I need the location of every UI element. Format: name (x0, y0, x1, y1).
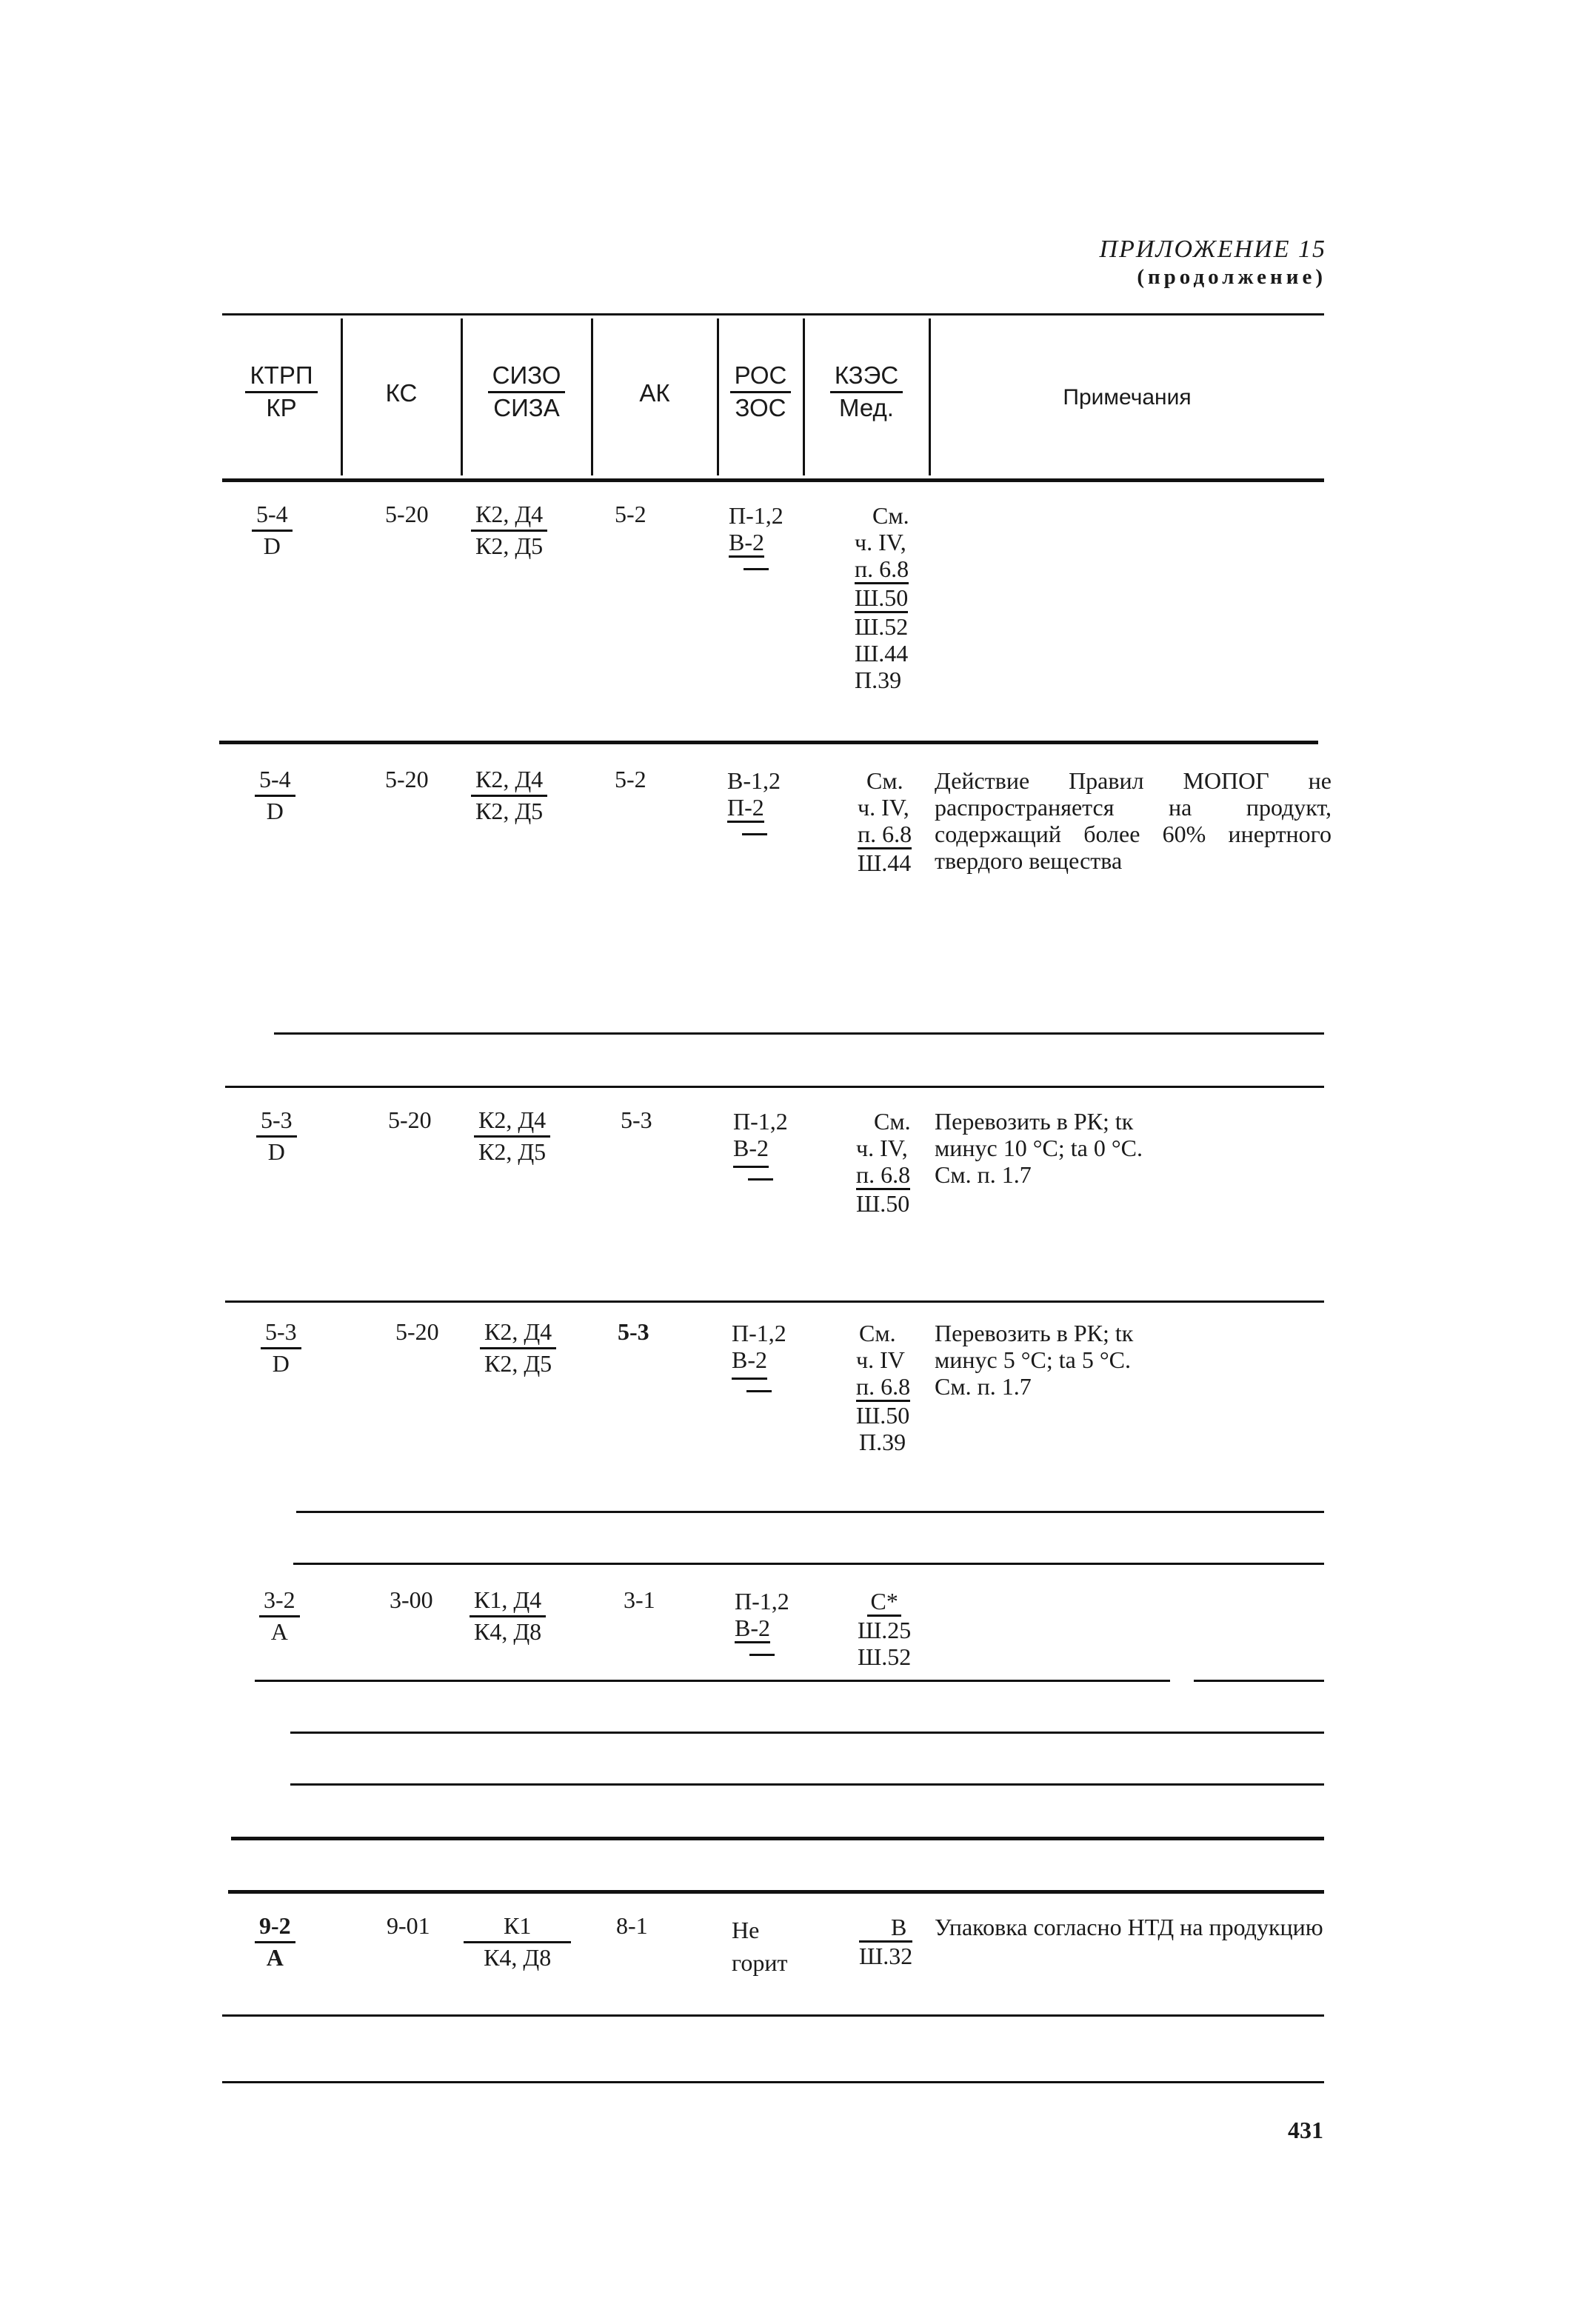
row-0-bottom-rule (219, 741, 1318, 744)
header-kzes: КЗЭС (830, 363, 903, 393)
row-5-sizo-siza: $\frac{К1}{К4, Д8}$ (464, 1912, 571, 1970)
row-4-top-rule (293, 1563, 1324, 1565)
row-3-ktrp-kr: $\frac{5-3}{D}$ (261, 1318, 301, 1376)
row-2-sizo-siza: $\frac{К2, Д4}{К2, Д5}$ (474, 1106, 550, 1164)
row-1-ks: 5-20 (385, 766, 429, 792)
row-4-extra-rule-2 (290, 1783, 1324, 1786)
row-3-kzes: См. ч. IV п. 6.8 Ш.50 П.39 (856, 1320, 911, 1455)
header-ros-zos (718, 361, 803, 421)
row-2-ktrp-kr: $\frac{5-3}{D}$ (256, 1106, 297, 1164)
row-2-bottom-rule (225, 1300, 1324, 1303)
row-0-dash (744, 568, 769, 570)
row-4-ak: 3-1 (624, 1586, 655, 1613)
row-4-bottom-rule (255, 1680, 1170, 1682)
header-sizo: СИЗО (488, 363, 566, 393)
row-5-note: Упаковка согласно НТД на продукцию (935, 1914, 1323, 1940)
row-5-ktrp-kr: $\frac{9-2}{A}$ (255, 1912, 295, 1970)
table-final-rule (222, 2081, 1324, 2083)
row-2-ks: 5-20 (388, 1106, 432, 1133)
header-siza: СИЗА (493, 393, 560, 421)
row-0-ros-zos: П-1,2 В-2 (729, 502, 784, 570)
row-1-ak: 5-2 (615, 766, 647, 792)
appendix-title: ПРИЛОЖЕНИЕ 15 (1099, 236, 1326, 263)
row-5-bottom-rule (222, 2014, 1324, 2017)
row-5-ks: 9-01 (387, 1912, 430, 1939)
header-zos: ЗОС (735, 393, 786, 421)
header-ktrp: КТРП (245, 363, 317, 393)
header-bottom-rule (222, 478, 1324, 482)
header-med: Мед. (839, 393, 894, 421)
row-1-bottom-rule (274, 1032, 1324, 1035)
row-5-ak: 8-1 (616, 1912, 648, 1939)
row-3-ks: 5-20 (395, 1318, 439, 1345)
appendix-subtitle: (продолжение) (1137, 265, 1326, 289)
header-ros: РОС (730, 363, 792, 393)
row-1-note: Действие Правил МОПОГ не распространяется на продукт, содержащий более 60% инертного твердого вещества (935, 767, 1332, 874)
row-5-ros-zos: Не горит (732, 1917, 788, 1976)
row-3-ros-zos: П-1,2 В-2 (732, 1320, 786, 1392)
row-1-kzes: См. ч. IV, п. 6.8 Ш.44 (858, 767, 912, 876)
row-5-kzes: В Ш.32 (859, 1914, 913, 1969)
row-4-ks: 3-00 (390, 1586, 433, 1613)
row-4-sizo-siza: $\frac{К1, Д4}{К4, Д8}$ (470, 1586, 546, 1644)
row-4-extra-rule-3 (231, 1837, 1324, 1840)
row-1-ktrp-kr: $\frac{5-4}{D}$ (255, 766, 295, 824)
row-2-top-rule (225, 1086, 1324, 1088)
row-0-ak: 5-2 (615, 501, 647, 527)
header-kr: КР (266, 393, 297, 421)
row-4-dash (749, 1654, 775, 1656)
row-3-bottom-rule (296, 1511, 1324, 1513)
row-2-ak: 5-3 (621, 1106, 652, 1133)
header-notes: Примечания (1063, 385, 1192, 410)
row-0-ktrp-kr: $\frac{5-4}{D}$ (252, 501, 293, 558)
row-4-bottom-rule-right (1194, 1680, 1324, 1682)
row-0-sizo-siza: $\frac{К2, Д4}{К2, Д5}$ (471, 501, 547, 558)
row-2-dash (748, 1178, 773, 1181)
row-2-note: Перевозить в РК; tк минус 10 °С; tа 0 °С. См. п. 1.7 (935, 1108, 1143, 1188)
row-4-ros-zos: П-1,2 В-2 (735, 1588, 789, 1656)
row-3-note: Перевозить в РК; tк минус 5 °С; tа 5 °С. См. п. 1.7 (935, 1320, 1134, 1400)
row-4-kzes: С* Ш.25 Ш.52 (858, 1588, 912, 1670)
row-0-ks: 5-20 (385, 501, 429, 527)
header-sizo-siza (462, 361, 591, 421)
row-3-dash (746, 1390, 772, 1392)
header-ak: АК (639, 379, 670, 407)
row-4-extra-rule-1 (290, 1732, 1324, 1734)
row-4-ktrp-kr: $\frac{3-2}{A}$ (259, 1586, 300, 1644)
row-1-dash (742, 833, 767, 835)
page-number: 431 (1288, 2117, 1323, 2143)
row-1-ros-zos: В-1,2 П-2 (727, 767, 781, 835)
row-2-ros-zos: П-1,2 В-2 (733, 1108, 788, 1181)
row-3-sizo-siza: $\frac{К2, Д4}{К2, Д5}$ (480, 1318, 556, 1376)
header-ktrp-kr (222, 361, 341, 421)
header-ks: КС (385, 379, 418, 407)
row-5-top-rule (228, 1890, 1324, 1894)
row-0-kzes: См. ч. IV, п. 6.8 Ш.50 Ш.52 Ш.44 П.39 (855, 502, 909, 693)
row-2-kzes: См. ч. IV, п. 6.8 Ш.50 (856, 1108, 911, 1217)
table-top-rule (222, 313, 1324, 315)
header-kzes-med (804, 361, 929, 421)
row-3-ak: 5-3 (618, 1318, 649, 1345)
row-1-sizo-siza: $\frac{К2, Д4}{К2, Д5}$ (471, 766, 547, 824)
